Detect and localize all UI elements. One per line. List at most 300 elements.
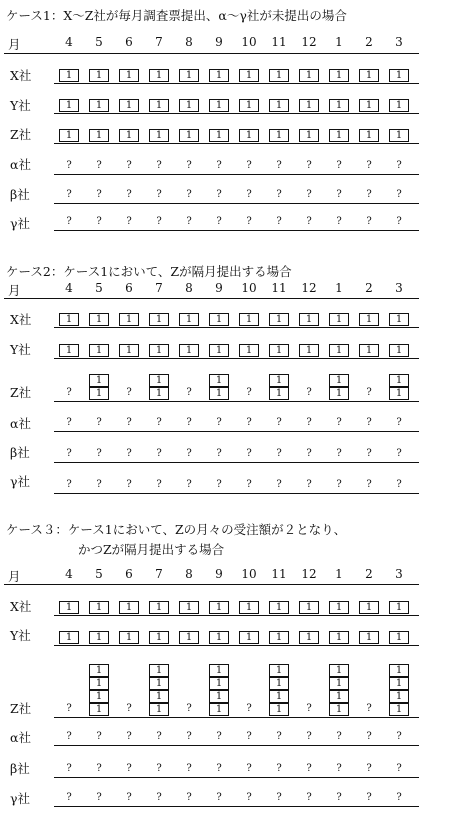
report-box: 1 (89, 601, 109, 614)
missing-mark: ? (186, 731, 192, 742)
missing-mark: ? (396, 189, 402, 200)
missing-mark: ? (306, 703, 312, 714)
month-label: 5 (95, 35, 103, 49)
report-box: 1 (89, 313, 109, 326)
report-box: 1 (89, 677, 109, 690)
missing-mark: ? (186, 792, 192, 803)
report-box: 1 (269, 690, 289, 703)
report-box: 1 (329, 690, 349, 703)
report-box: 1 (329, 703, 349, 716)
report-box: 1 (89, 129, 109, 142)
report-box: 1 (149, 703, 169, 716)
missing-mark: ? (126, 189, 132, 200)
report-box: 1 (179, 69, 199, 82)
missing-mark: ? (186, 387, 192, 398)
report-box: 1 (179, 631, 199, 644)
missing-mark: ? (216, 731, 222, 742)
month-label: 3 (395, 567, 403, 581)
row-rule (54, 327, 419, 328)
company-label: β社 (10, 187, 30, 202)
report-box: 1 (89, 387, 109, 400)
month-label: 8 (185, 35, 193, 49)
report-box: 1 (89, 69, 109, 82)
month-label: 1 (335, 281, 343, 295)
missing-mark: ? (306, 189, 312, 200)
missing-mark: ? (216, 479, 222, 490)
missing-mark: ? (246, 387, 252, 398)
report-box: 1 (389, 677, 409, 690)
missing-mark: ? (306, 160, 312, 171)
missing-mark: ? (276, 792, 282, 803)
company-label: Z社 (10, 701, 32, 716)
missing-mark: ? (366, 792, 372, 803)
month-label: 10 (241, 35, 257, 49)
company-label: X社 (10, 312, 32, 327)
report-box: 1 (209, 99, 229, 112)
missing-mark: ? (156, 731, 162, 742)
report-box: 1 (209, 374, 229, 387)
report-box: 1 (359, 129, 379, 142)
report-box: 1 (359, 313, 379, 326)
missing-mark: ? (156, 763, 162, 774)
report-box: 1 (329, 374, 349, 387)
missing-mark: ? (276, 479, 282, 490)
report-box: 1 (389, 344, 409, 357)
report-box: 1 (59, 69, 79, 82)
report-box: 1 (209, 664, 229, 677)
row-rule (54, 174, 419, 175)
missing-mark: ? (126, 792, 132, 803)
missing-mark: ? (276, 448, 282, 459)
month-label: 12 (301, 567, 317, 581)
missing-mark: ? (336, 160, 342, 171)
report-box: 1 (359, 99, 379, 112)
missing-mark: ? (186, 216, 192, 227)
report-box: 1 (329, 313, 349, 326)
missing-mark: ? (396, 160, 402, 171)
row-rule (54, 83, 419, 84)
missing-mark: ? (276, 731, 282, 742)
missing-mark: ? (366, 160, 372, 171)
missing-mark: ? (306, 731, 312, 742)
month-label: 12 (301, 281, 317, 295)
report-box: 1 (389, 703, 409, 716)
row-rule (54, 203, 419, 204)
row-rule (54, 806, 419, 807)
missing-mark: ? (126, 731, 132, 742)
month-label: 1 (335, 567, 343, 581)
report-box: 1 (89, 631, 109, 644)
report-box: 1 (329, 387, 349, 400)
missing-mark: ? (96, 216, 102, 227)
month-label: 3 (395, 35, 403, 49)
missing-mark: ? (366, 216, 372, 227)
missing-mark: ? (336, 417, 342, 428)
company-label: Z社 (10, 127, 32, 142)
missing-mark: ? (156, 189, 162, 200)
report-box: 1 (89, 374, 109, 387)
report-box: 1 (299, 99, 319, 112)
missing-mark: ? (66, 479, 72, 490)
missing-mark: ? (366, 731, 372, 742)
row-rule (54, 113, 419, 114)
month-label: 7 (155, 281, 163, 295)
report-box: 1 (389, 387, 409, 400)
month-label: 11 (271, 35, 287, 49)
missing-mark: ? (396, 448, 402, 459)
row-rule (54, 230, 419, 231)
report-box: 1 (359, 69, 379, 82)
report-box: 1 (179, 99, 199, 112)
missing-mark: ? (396, 479, 402, 490)
missing-mark: ? (216, 189, 222, 200)
case-title: ケース３：ケース1において、Zの月々の受注額が２となり、 (6, 522, 347, 537)
missing-mark: ? (66, 792, 72, 803)
report-box: 1 (59, 129, 79, 142)
report-box: 1 (329, 129, 349, 142)
missing-mark: ? (66, 703, 72, 714)
missing-mark: ? (96, 417, 102, 428)
report-box: 1 (389, 129, 409, 142)
month-label: 9 (215, 281, 223, 295)
report-box: 1 (59, 631, 79, 644)
missing-mark: ? (126, 448, 132, 459)
month-label: 10 (241, 281, 257, 295)
missing-mark: ? (396, 216, 402, 227)
company-label: γ社 (10, 474, 30, 489)
missing-mark: ? (186, 703, 192, 714)
missing-mark: ? (306, 448, 312, 459)
missing-mark: ? (126, 160, 132, 171)
missing-mark: ? (246, 448, 252, 459)
missing-mark: ? (156, 792, 162, 803)
report-box: 1 (59, 99, 79, 112)
report-box: 1 (269, 631, 289, 644)
report-box: 1 (59, 601, 79, 614)
report-box: 1 (269, 69, 289, 82)
report-box: 1 (299, 313, 319, 326)
report-box: 1 (209, 677, 229, 690)
missing-mark: ? (186, 763, 192, 774)
missing-mark: ? (336, 448, 342, 459)
month-header-label: 月 (8, 569, 21, 584)
case-title: ケース2：ケース1において、Zが隔月提出する場合 (6, 264, 292, 279)
company-label: α社 (10, 416, 31, 431)
report-box: 1 (209, 129, 229, 142)
company-label: α社 (10, 157, 31, 172)
report-box: 1 (389, 69, 409, 82)
missing-mark: ? (306, 792, 312, 803)
report-box: 1 (299, 601, 319, 614)
month-header-label: 月 (8, 283, 21, 298)
missing-mark: ? (306, 216, 312, 227)
report-box: 1 (329, 601, 349, 614)
report-box: 1 (269, 344, 289, 357)
missing-mark: ? (186, 189, 192, 200)
month-label: 1 (335, 35, 343, 49)
row-rule (54, 358, 419, 359)
row-rule (54, 462, 419, 463)
month-label: 8 (185, 567, 193, 581)
report-box: 1 (149, 631, 169, 644)
report-box: 1 (149, 601, 169, 614)
missing-mark: ? (246, 160, 252, 171)
missing-mark: ? (156, 216, 162, 227)
report-box: 1 (269, 664, 289, 677)
report-box: 1 (149, 374, 169, 387)
report-box: 1 (89, 703, 109, 716)
report-box: 1 (209, 703, 229, 716)
missing-mark: ? (66, 763, 72, 774)
missing-mark: ? (276, 763, 282, 774)
missing-mark: ? (366, 448, 372, 459)
report-box: 1 (89, 690, 109, 703)
month-label: 4 (65, 281, 73, 295)
report-box: 1 (269, 99, 289, 112)
report-box: 1 (149, 313, 169, 326)
month-label: 4 (65, 567, 73, 581)
missing-mark: ? (246, 189, 252, 200)
missing-mark: ? (246, 479, 252, 490)
report-box: 1 (179, 129, 199, 142)
report-box: 1 (359, 631, 379, 644)
report-box: 1 (239, 631, 259, 644)
missing-mark: ? (96, 160, 102, 171)
missing-mark: ? (336, 216, 342, 227)
report-box: 1 (89, 344, 109, 357)
missing-mark: ? (336, 189, 342, 200)
case-title: かつZが隔月提出する場合 (78, 542, 225, 557)
month-label: 6 (125, 567, 133, 581)
report-box: 1 (299, 631, 319, 644)
month-label: 2 (365, 567, 373, 581)
missing-mark: ? (126, 417, 132, 428)
missing-mark: ? (96, 763, 102, 774)
report-box: 1 (179, 344, 199, 357)
month-label: 2 (365, 35, 373, 49)
missing-mark: ? (336, 731, 342, 742)
missing-mark: ? (396, 792, 402, 803)
company-label: Y社 (10, 628, 31, 643)
missing-mark: ? (306, 387, 312, 398)
row-rule (54, 401, 419, 402)
month-label: 8 (185, 281, 193, 295)
missing-mark: ? (96, 731, 102, 742)
row-rule (54, 143, 419, 144)
report-box: 1 (119, 99, 139, 112)
report-box: 1 (239, 344, 259, 357)
missing-mark: ? (306, 417, 312, 428)
report-box: 1 (329, 344, 349, 357)
report-box: 1 (389, 664, 409, 677)
missing-mark: ? (126, 763, 132, 774)
missing-mark: ? (156, 479, 162, 490)
report-box: 1 (209, 601, 229, 614)
missing-mark: ? (156, 160, 162, 171)
company-label: β社 (10, 761, 30, 776)
report-box: 1 (269, 387, 289, 400)
missing-mark: ? (216, 792, 222, 803)
report-box: 1 (359, 601, 379, 614)
company-label: X社 (10, 599, 32, 614)
report-box: 1 (89, 99, 109, 112)
company-label: β社 (10, 445, 30, 460)
missing-mark: ? (336, 763, 342, 774)
report-box: 1 (239, 69, 259, 82)
report-box: 1 (269, 703, 289, 716)
missing-mark: ? (246, 763, 252, 774)
row-rule (54, 431, 419, 432)
report-box: 1 (329, 664, 349, 677)
company-label: γ社 (10, 216, 30, 231)
missing-mark: ? (246, 792, 252, 803)
report-box: 1 (389, 690, 409, 703)
missing-mark: ? (396, 763, 402, 774)
missing-mark: ? (186, 160, 192, 171)
report-box: 1 (149, 129, 169, 142)
company-label: Y社 (10, 98, 31, 113)
report-box: 1 (149, 69, 169, 82)
report-box: 1 (179, 313, 199, 326)
header-rule (4, 584, 419, 585)
missing-mark: ? (276, 189, 282, 200)
missing-mark: ? (216, 160, 222, 171)
report-box: 1 (389, 601, 409, 614)
month-label: 11 (271, 567, 287, 581)
missing-mark: ? (96, 189, 102, 200)
missing-mark: ? (156, 417, 162, 428)
report-box: 1 (209, 690, 229, 703)
missing-mark: ? (336, 792, 342, 803)
month-label: 9 (215, 35, 223, 49)
missing-mark: ? (126, 703, 132, 714)
month-label: 3 (395, 281, 403, 295)
month-label: 10 (241, 567, 257, 581)
report-box: 1 (209, 69, 229, 82)
missing-mark: ? (66, 387, 72, 398)
missing-mark: ? (186, 417, 192, 428)
missing-mark: ? (396, 731, 402, 742)
missing-mark: ? (66, 189, 72, 200)
report-box: 1 (119, 344, 139, 357)
missing-mark: ? (126, 387, 132, 398)
row-rule (54, 645, 419, 646)
missing-mark: ? (246, 703, 252, 714)
missing-mark: ? (276, 417, 282, 428)
report-box: 1 (299, 69, 319, 82)
missing-mark: ? (126, 216, 132, 227)
report-box: 1 (239, 313, 259, 326)
missing-mark: ? (96, 479, 102, 490)
missing-mark: ? (186, 448, 192, 459)
report-box: 1 (209, 387, 229, 400)
missing-mark: ? (246, 216, 252, 227)
report-box: 1 (269, 129, 289, 142)
company-label: γ社 (10, 791, 30, 806)
missing-mark: ? (66, 216, 72, 227)
report-box: 1 (209, 313, 229, 326)
missing-mark: ? (366, 417, 372, 428)
report-box: 1 (59, 313, 79, 326)
company-label: Z社 (10, 385, 32, 400)
missing-mark: ? (366, 763, 372, 774)
report-box: 1 (389, 374, 409, 387)
row-rule (54, 615, 419, 616)
report-box: 1 (209, 631, 229, 644)
month-label: 5 (95, 567, 103, 581)
missing-mark: ? (216, 448, 222, 459)
missing-mark: ? (186, 479, 192, 490)
report-box: 1 (239, 99, 259, 112)
report-box: 1 (269, 601, 289, 614)
missing-mark: ? (366, 387, 372, 398)
report-box: 1 (119, 313, 139, 326)
row-rule (54, 777, 419, 778)
month-label: 7 (155, 567, 163, 581)
month-header-label: 月 (8, 37, 21, 52)
report-box: 1 (389, 631, 409, 644)
report-box: 1 (269, 374, 289, 387)
missing-mark: ? (216, 417, 222, 428)
report-box: 1 (119, 69, 139, 82)
missing-mark: ? (336, 479, 342, 490)
company-label: Y社 (10, 342, 31, 357)
missing-mark: ? (366, 479, 372, 490)
report-box: 1 (299, 344, 319, 357)
header-rule (4, 298, 419, 299)
missing-mark: ? (66, 448, 72, 459)
report-box: 1 (119, 631, 139, 644)
missing-mark: ? (66, 731, 72, 742)
month-label: 6 (125, 35, 133, 49)
missing-mark: ? (306, 479, 312, 490)
row-rule (54, 493, 419, 494)
missing-mark: ? (366, 189, 372, 200)
row-rule (54, 745, 419, 746)
missing-mark: ? (216, 763, 222, 774)
month-label: 6 (125, 281, 133, 295)
missing-mark: ? (306, 763, 312, 774)
company-label: X社 (10, 68, 32, 83)
report-box: 1 (89, 664, 109, 677)
month-label: 12 (301, 35, 317, 49)
missing-mark: ? (96, 448, 102, 459)
missing-mark: ? (276, 216, 282, 227)
report-box: 1 (269, 677, 289, 690)
report-box: 1 (299, 129, 319, 142)
month-label: 7 (155, 35, 163, 49)
missing-mark: ? (396, 417, 402, 428)
report-box: 1 (149, 690, 169, 703)
missing-mark: ? (246, 417, 252, 428)
month-label: 5 (95, 281, 103, 295)
case-title: ケース1：X〜Z社が毎月調査票提出、α〜γ社が未提出の場合 (6, 8, 347, 23)
report-box: 1 (149, 677, 169, 690)
report-box: 1 (179, 601, 199, 614)
missing-mark: ? (276, 160, 282, 171)
missing-mark: ? (216, 216, 222, 227)
report-box: 1 (239, 601, 259, 614)
report-box: 1 (149, 664, 169, 677)
report-box: 1 (239, 129, 259, 142)
month-label: 11 (271, 281, 287, 295)
report-box: 1 (329, 677, 349, 690)
missing-mark: ? (246, 731, 252, 742)
report-box: 1 (359, 344, 379, 357)
row-rule (54, 717, 419, 718)
company-label: α社 (10, 730, 31, 745)
report-box: 1 (389, 313, 409, 326)
